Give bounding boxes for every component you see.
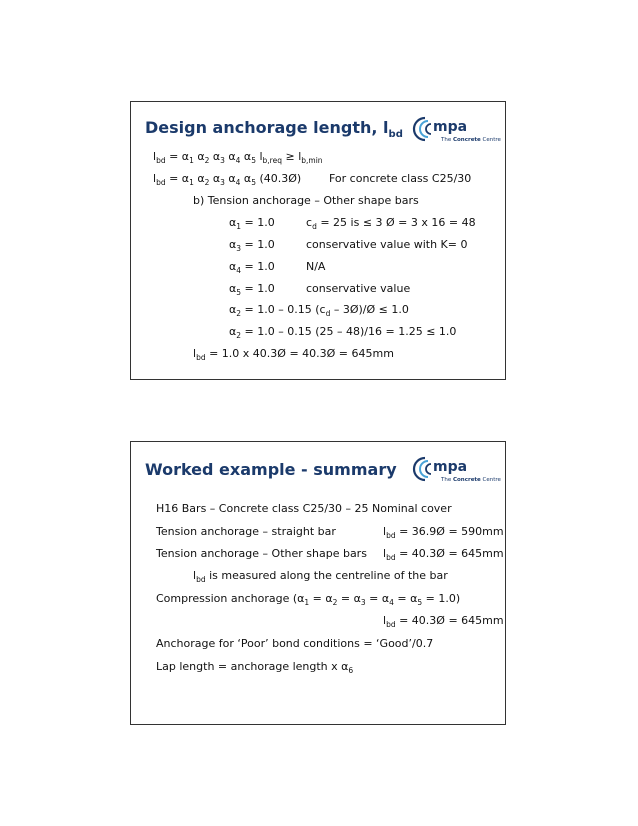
alpha1-line: $\alpha_1 = 1.0$ [229, 216, 275, 232]
svg-text:The Concrete Centre [440, 137, 502, 143]
alpha4-note: N/A [306, 260, 326, 273]
logo-text: mpa [433, 119, 468, 135]
slide-worked-example-summary [130, 441, 506, 725]
logo-subtitle-b: Concrete [452, 477, 481, 483]
formula-line-2: $l_{bd} = \alpha_1$ $\alpha_2$ $\alpha_3$ $\alpha_4$ $\alpha_5$ (40.3Ø) [153, 172, 302, 188]
alpha2-formula: $\alpha_2 = 1.0 - 0.15$ ($c_d$ – 3Ø)/Ø ≤ 1.0 [229, 303, 409, 319]
logo-subtitle-a: The [441, 137, 453, 143]
alpha5-line: $\alpha_5 = 1.0$ [229, 282, 275, 298]
summary-poor-bond: Anchorage for ‘Poor’ bond conditions = ‘Good’/0.7 [156, 637, 434, 650]
logo-subtitle-c: Centre [480, 137, 501, 143]
slide-design-anchorage [130, 101, 506, 380]
mpa-logo-icon [411, 114, 503, 144]
summary-other-label: Tension anchorage – Other shape bars [156, 547, 367, 560]
summary-compression: Compression anchorage $(\alpha_1 = \alpha_2 = \alpha_3 = \alpha_4 = \alpha_5 = 1.0)$ [156, 592, 461, 608]
lbd-result: $l_{bd} = 1.0$ x 40.3Ø = 40.3Ø = 645mm [193, 347, 394, 363]
summary-straight-value: $l_{bd}$ = 36.9Ø = 590mm [383, 525, 504, 541]
title-text: Design anchorage length, l [145, 118, 389, 137]
logo-subtitle-c: Centre [480, 477, 501, 483]
alpha2-calculation: $\alpha_2 = 1.0 - 0.15$ (25 – 48)/16 = 1.25 ≤ 1.0 [229, 325, 457, 341]
alpha3-line: $\alpha_3 = 1.0$ [229, 238, 275, 254]
summary-lap-length: Lap length = anchorage length x $\alpha_6$ [156, 660, 354, 676]
concrete-class-note: For concrete class C25/30 [329, 172, 472, 185]
alpha1-note: $c_d = 25$ is ≤ 3 Ø = 3 x 16 = 48 [306, 216, 476, 232]
formula-line-1: $l_{bd} = \alpha_1$ $\alpha_2$ $\alpha_3$ $\alpha_4$ $\alpha_5$ $l_{b,req} \ge l_{b,min}$ [153, 150, 323, 166]
logo-text: mpa [433, 459, 468, 475]
summary-line-bars: H16 Bars – Concrete class C25/30 – 25 Nominal cover [156, 502, 452, 515]
logo-subtitle-b: Concrete [452, 137, 481, 143]
svg-text:The Concrete Centre [440, 477, 502, 483]
summary-other-value: $l_{bd}$ = 40.3Ø = 645mm [383, 547, 504, 563]
summary-compression-value: $l_{bd}$ = 40.3Ø = 645mm [383, 614, 504, 630]
title-subscript: bd [388, 129, 403, 141]
alpha4-line: $\alpha_4 = 1.0$ [229, 260, 275, 276]
alpha3-note: conservative value with K= 0 [306, 238, 468, 251]
slide-title: Worked example - summary [145, 460, 397, 479]
slide-title [145, 118, 403, 140]
logo-subtitle-a: The [441, 477, 453, 483]
mpa-logo-icon [411, 454, 503, 484]
summary-straight-label: Tension anchorage – straight bar [156, 525, 336, 538]
subheading-tension: b) Tension anchorage – Other shape bars [193, 194, 419, 207]
summary-centreline-note: $l_{bd}$ is measured along the centreline of the bar [193, 569, 448, 585]
alpha5-note: conservative value [306, 282, 411, 295]
